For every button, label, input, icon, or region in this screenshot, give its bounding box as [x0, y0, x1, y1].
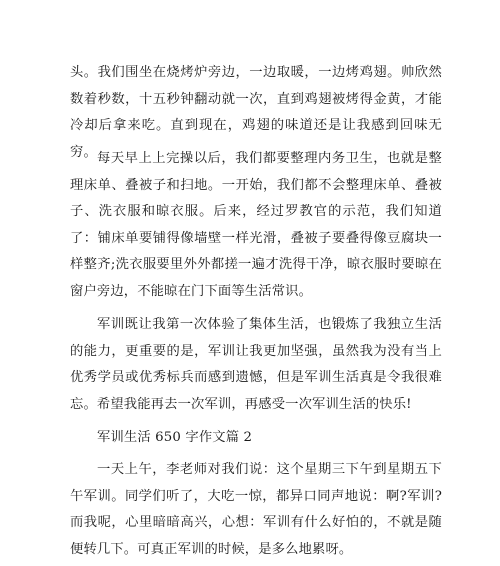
paragraph-announcement: 一天上午，李老师对我们说：这个星期三下午到星期五下午军训。同学们听了，大吃一惊，都异口同声地说：啊?军训?而我呢，心里暗暗高兴，心想：军训有什么好怕的，不就是随便转几下。可真正军训的时候，是多么地累呀。: [70, 462, 442, 557]
section-heading: 军训生活 650 字作文篇 2: [97, 430, 253, 445]
paragraph-barbecue: 头。我们围坐在烧烤炉旁边，一边取暖，一边烤鸡翅。帅欣然数着秒数，十五秒钟翻动就一次，直到鸡翅被烤得金黄，才能冷却后拿来吃。直到现在，鸡翅的味道还是让我感到回味无穷。: [70, 65, 442, 160]
paragraph-housekeeping: 每天早上上完操以后，我们都要整理内务卫生，也就是整理床单、叠被子和扫地。一开始，我们都不会整理床单、叠被子、洗衣服和晾衣服。后来，经过罗教官的示范，我们知道了：铺床单要铺得像墙壁一样光滑，叠被子要叠得像豆腐块一样整齐;洗衣服要里外外都搓一遍才洗得干净，晾衣服时要晾在窗户旁边，不能晾在门下面等生活常识。: [70, 151, 442, 299]
paragraph-reflection: 军训既让我第一次体验了集体生活，也锻炼了我独立生活的能力，更重要的是，军训让我更加坚强，虽然我为没有当上优秀学员或优秀标兵而感到遗憾，但是军训生活真是令我很难忘。希望我能再去一次军训，再感受一次军训生活的快乐!: [70, 317, 442, 412]
